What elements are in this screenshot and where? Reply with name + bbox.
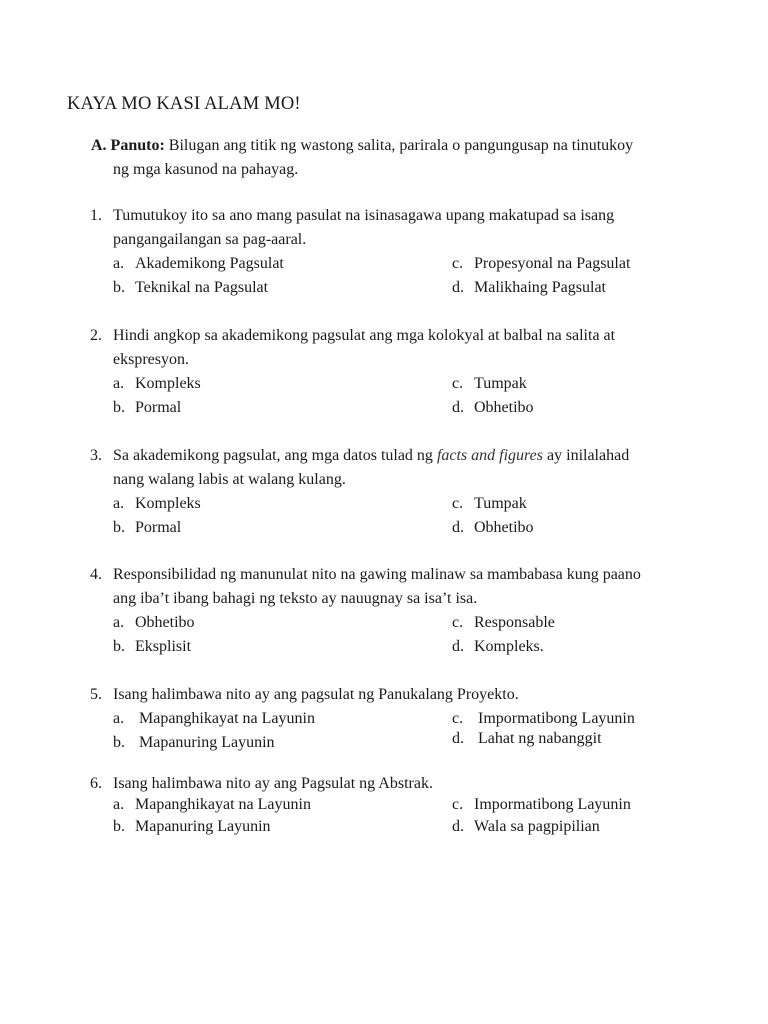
option-text: Pormal: [135, 519, 182, 536]
answer-options: [113, 707, 710, 755]
option-letter: c.: [452, 710, 464, 727]
option-text: Akademikong Pagsulat: [135, 255, 284, 272]
option-letter: b.: [113, 638, 125, 655]
question-stem-line: ang iba’t ibang bahagi ng teksto ay nauugnay sa isa’t isa.: [113, 590, 478, 607]
option-letter: a.: [113, 255, 125, 272]
option-letter: a.: [113, 710, 125, 727]
option-text: Kompleks: [135, 495, 201, 512]
option-letter: a.: [113, 614, 125, 631]
instructions-line-1: [91, 134, 701, 158]
option-d[interactable]: [452, 276, 606, 300]
option-d[interactable]: [452, 727, 602, 751]
question-3: [90, 444, 710, 540]
answer-options: [113, 793, 710, 841]
question-stem-line: Tumutukoy ito sa ano mang pasulat na isinasagawa upang makatupad sa isang: [113, 207, 615, 224]
option-b[interactable]: [113, 815, 271, 839]
option-text: Obhetibo: [474, 399, 534, 416]
option-text: Malikhaing Pagsulat: [474, 279, 606, 296]
option-letter: a.: [113, 375, 125, 392]
option-text: Propesyonal na Pagsulat: [474, 255, 631, 272]
option-d[interactable]: [452, 815, 600, 839]
option-text: Lahat ng nabanggit: [478, 730, 602, 747]
question-stem-line: [113, 444, 710, 468]
question-stem-line: Isang halimbawa nito ay ang pagsulat ng Panukalang Proyekto.: [113, 686, 519, 703]
question-number: 3.: [90, 447, 102, 464]
option-b[interactable]: [113, 276, 268, 300]
option-letter: d.: [452, 818, 464, 835]
option-letter: d.: [452, 519, 464, 536]
option-text: Tumpak: [474, 495, 527, 512]
option-letter: c.: [452, 796, 464, 813]
question-stem: [113, 563, 710, 611]
question-number: 5.: [90, 686, 102, 703]
option-b[interactable]: [113, 731, 275, 755]
question-stem-line: nang walang labis at walang kulang.: [113, 471, 346, 488]
question-stem: [113, 683, 710, 707]
option-a[interactable]: [113, 372, 201, 396]
option-text: Kompleks.: [474, 638, 544, 655]
option-b[interactable]: [113, 396, 181, 420]
option-text: Pormal: [135, 399, 182, 416]
question-stem: [113, 444, 710, 492]
option-d[interactable]: [452, 635, 544, 659]
instructions: [91, 134, 701, 182]
option-text: Mapanuring Layunin: [139, 734, 275, 751]
option-a[interactable]: [113, 793, 311, 817]
question-4: [90, 563, 710, 659]
question-stem-line: Responsibilidad ng manunulat nito na gawing malinaw sa mambabasa kung paano: [113, 566, 641, 583]
question-stem: [113, 324, 710, 372]
stem-text-post: ay inilalahad: [543, 447, 630, 464]
stem-emphasis: facts and figures: [436, 447, 544, 464]
answer-options: [113, 492, 710, 540]
question-5: [90, 683, 710, 755]
option-text: Impormatibong Layunin: [478, 710, 635, 727]
option-text: Kompleks: [135, 375, 201, 392]
option-text: Obhetibo: [474, 519, 534, 536]
option-a[interactable]: [113, 492, 201, 516]
question-number: 6.: [90, 775, 102, 792]
option-letter: c.: [452, 614, 464, 631]
option-d[interactable]: [452, 396, 534, 420]
option-letter: c.: [452, 375, 464, 392]
instructions-label: A. Panuto:: [91, 137, 165, 154]
option-c[interactable]: [452, 252, 630, 276]
option-text: Mapanghikayat na Layunin: [135, 796, 311, 813]
option-letter: d.: [452, 399, 464, 416]
option-letter: d.: [452, 638, 464, 655]
answer-options: [113, 611, 710, 659]
option-letter: b.: [113, 818, 125, 835]
option-text: Responsable: [474, 614, 555, 631]
option-letter: b.: [113, 399, 125, 416]
question-number: 4.: [90, 566, 102, 583]
option-text: Wala sa pagpipilian: [474, 818, 600, 835]
question-stem-line: ekspresyon.: [113, 351, 189, 368]
option-letter: b.: [113, 279, 125, 296]
question-number: 1.: [90, 207, 102, 224]
option-letter: c.: [452, 255, 464, 272]
option-text: Obhetibo: [135, 614, 195, 631]
question-2: [90, 324, 710, 420]
option-d[interactable]: [452, 516, 534, 540]
question-number: 2.: [90, 327, 102, 344]
option-a[interactable]: [113, 252, 284, 276]
question-stem-line: Hindi angkop sa akademikong pagsulat ang mga kolokyal at balbal na salita at: [113, 327, 616, 344]
instructions-text-2: ng mga kasunod na pahayag.: [113, 161, 299, 178]
option-text: Mapanuring Layunin: [135, 818, 271, 835]
option-c[interactable]: [452, 372, 527, 396]
option-b[interactable]: [113, 516, 181, 540]
answer-options: [113, 372, 710, 420]
option-text: Impormatibong Layunin: [474, 796, 631, 813]
instructions-text-1: Bilugan ang titik ng wastong salita, parirala o pangungusap na tinutukoy: [164, 137, 634, 154]
option-text: Teknikal na Pagsulat: [135, 279, 269, 296]
question-stem-line: pangangailangan sa pag-aaral.: [113, 231, 307, 248]
page-title: KAYA MO KASI ALAM MO!: [67, 94, 301, 114]
question-1: [90, 204, 710, 300]
option-letter: c.: [452, 495, 464, 512]
option-a[interactable]: [113, 707, 315, 731]
stem-text-pre: Sa akademikong pagsulat, ang mga datos tulad ng: [113, 447, 437, 464]
option-c[interactable]: [452, 793, 631, 817]
option-letter: a.: [113, 495, 125, 512]
option-a[interactable]: [113, 611, 195, 635]
question-stem: [113, 204, 710, 252]
option-text: Tumpak: [474, 375, 527, 392]
question-6: [90, 772, 710, 841]
question-stem-line: Isang halimbawa nito ay ang Pagsulat ng Abstrak.: [113, 775, 433, 792]
option-c[interactable]: [452, 492, 527, 516]
option-letter: b.: [113, 519, 125, 536]
option-letter: d.: [452, 730, 464, 747]
option-letter: a.: [113, 796, 125, 813]
option-b[interactable]: [113, 635, 191, 659]
option-text: Eksplisit: [135, 638, 192, 655]
option-c[interactable]: [452, 611, 555, 635]
option-letter: b.: [113, 734, 125, 751]
option-text: Mapanghikayat na Layunin: [139, 710, 315, 727]
answer-options: [113, 252, 710, 300]
option-letter: d.: [452, 279, 464, 296]
